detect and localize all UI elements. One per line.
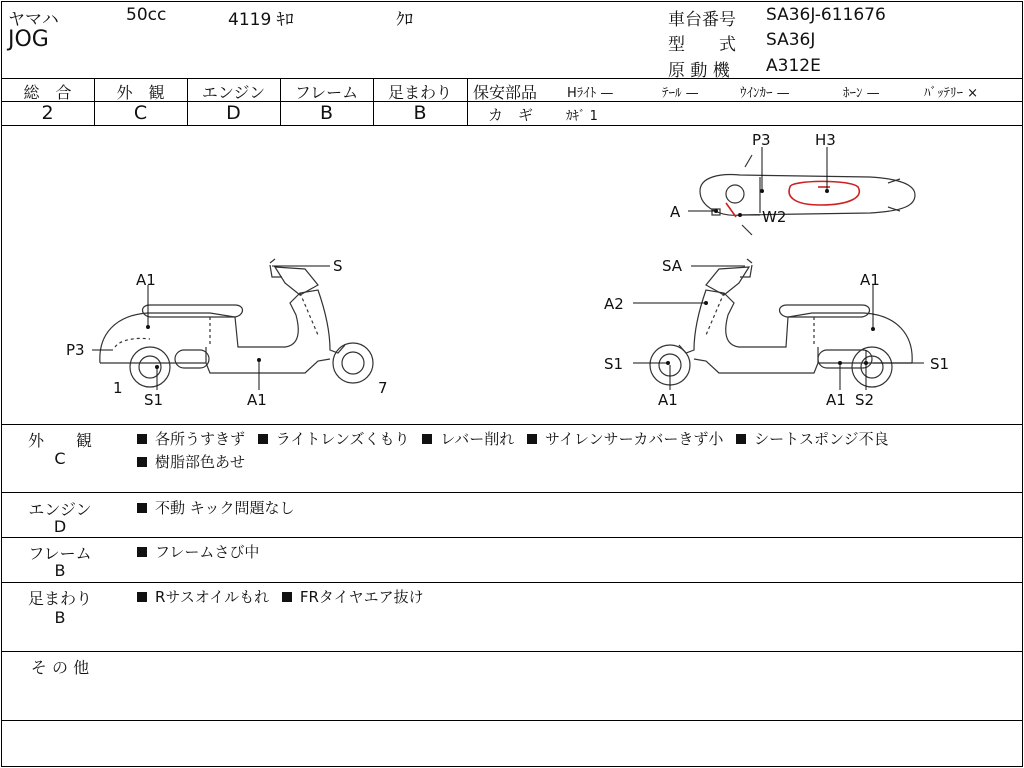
note-engine-label: エンジン xyxy=(28,500,92,519)
safety-winker: ｳｲﾝｶｰ — xyxy=(740,86,790,101)
left-label-s1: S1 xyxy=(144,391,164,409)
grade-suspension-value: B xyxy=(413,102,427,124)
note-exterior-label: 外 観 xyxy=(27,431,92,450)
safety-tail: ﾃｰﾙ — xyxy=(662,86,699,101)
displacement: 50cc xyxy=(126,5,167,25)
grade-frame-label: フレーム xyxy=(294,83,359,102)
left-label-s: S xyxy=(333,257,343,275)
note-other-label: そ の 他 xyxy=(30,658,90,677)
grade-frame-value: B xyxy=(319,102,334,124)
safety-battery: ﾊﾞｯﾃﾘｰ × xyxy=(924,86,979,101)
grade-engine-value: D xyxy=(226,102,241,124)
grade-suspension-label: 足まわり xyxy=(387,83,452,102)
note-exterior-line2: 樹脂部色あせ xyxy=(137,451,245,472)
note-suspension-grade: B xyxy=(54,608,66,627)
right-label-s1-left: S1 xyxy=(604,355,624,373)
type-label: 型 式 xyxy=(668,35,736,55)
grade-overall-label: 総 合 xyxy=(23,83,72,102)
right-label-sa: SA xyxy=(662,257,683,275)
note-engine-line1: 不動 キック問題なし xyxy=(137,497,294,518)
mileage: 4119 ｷﾛ xyxy=(228,10,294,30)
right-label-s2: S2 xyxy=(855,391,875,409)
scooter-diagram xyxy=(0,125,1024,425)
frame-number-value: SA36J-611676 xyxy=(766,5,886,25)
note-frame-label: フレーム xyxy=(28,544,92,563)
top-label-p3: P3 xyxy=(752,131,771,149)
right-label-a2: A2 xyxy=(604,295,624,313)
scooter-top-view xyxy=(700,155,915,235)
type-value: SA36J xyxy=(766,30,816,50)
grade-exterior-value: C xyxy=(133,102,148,124)
right-label-a1-top: A1 xyxy=(860,271,880,289)
left-label-p3: P3 xyxy=(66,341,85,359)
key-value: ｶｷﾞ 1 xyxy=(566,109,598,124)
note-exterior-line1: 各所うすきず ライトレンズくもり レバー削れ サイレンサーカバーきず小 シートスポンジ不良 xyxy=(137,428,889,449)
engine-model-label: 原 動 機 xyxy=(668,61,730,81)
safety-headlight: Hﾗｲﾄ — xyxy=(567,86,614,101)
top-label-a: A xyxy=(670,203,681,221)
right-label-a1-bottom: A1 xyxy=(658,391,678,409)
left-label-a1-top: A1 xyxy=(136,271,156,289)
grade-exterior-label: 外 観 xyxy=(116,83,165,102)
note-exterior-grade: C xyxy=(54,449,66,468)
note-suspension-label: 足まわり xyxy=(27,589,92,608)
left-label-a1-bottom: A1 xyxy=(247,391,267,409)
grade-engine-label: エンジン xyxy=(201,83,266,102)
engine-model-value: A312E xyxy=(766,56,821,76)
left-label-1: 1 xyxy=(113,379,123,397)
maker-name: ヤマハ xyxy=(8,10,59,30)
note-engine-grade: D xyxy=(53,517,67,536)
top-label-w2: W2 xyxy=(762,208,787,226)
note-frame-line1: フレームさび中 xyxy=(137,541,259,562)
left-label-7: 7 xyxy=(378,379,388,397)
right-label-a1-rear: A1 xyxy=(826,391,846,409)
note-frame-grade: B xyxy=(54,561,66,580)
key-label: カ ギ xyxy=(488,106,534,124)
right-label-s1-right: S1 xyxy=(930,355,950,373)
frame-number-label: 車台番号 xyxy=(668,10,736,30)
grade-overall-value: 2 xyxy=(41,102,54,124)
color: ｸﾛ xyxy=(396,10,413,30)
model-name: JOG xyxy=(8,27,49,52)
safety-horn: ﾎｰﾝ — xyxy=(843,86,880,101)
note-suspension-line1: Rサスオイルもれ FRタイヤエア抜け xyxy=(137,586,424,607)
safety-parts-title: 保安部品 xyxy=(473,83,538,102)
top-label-h3: H3 xyxy=(815,131,836,149)
